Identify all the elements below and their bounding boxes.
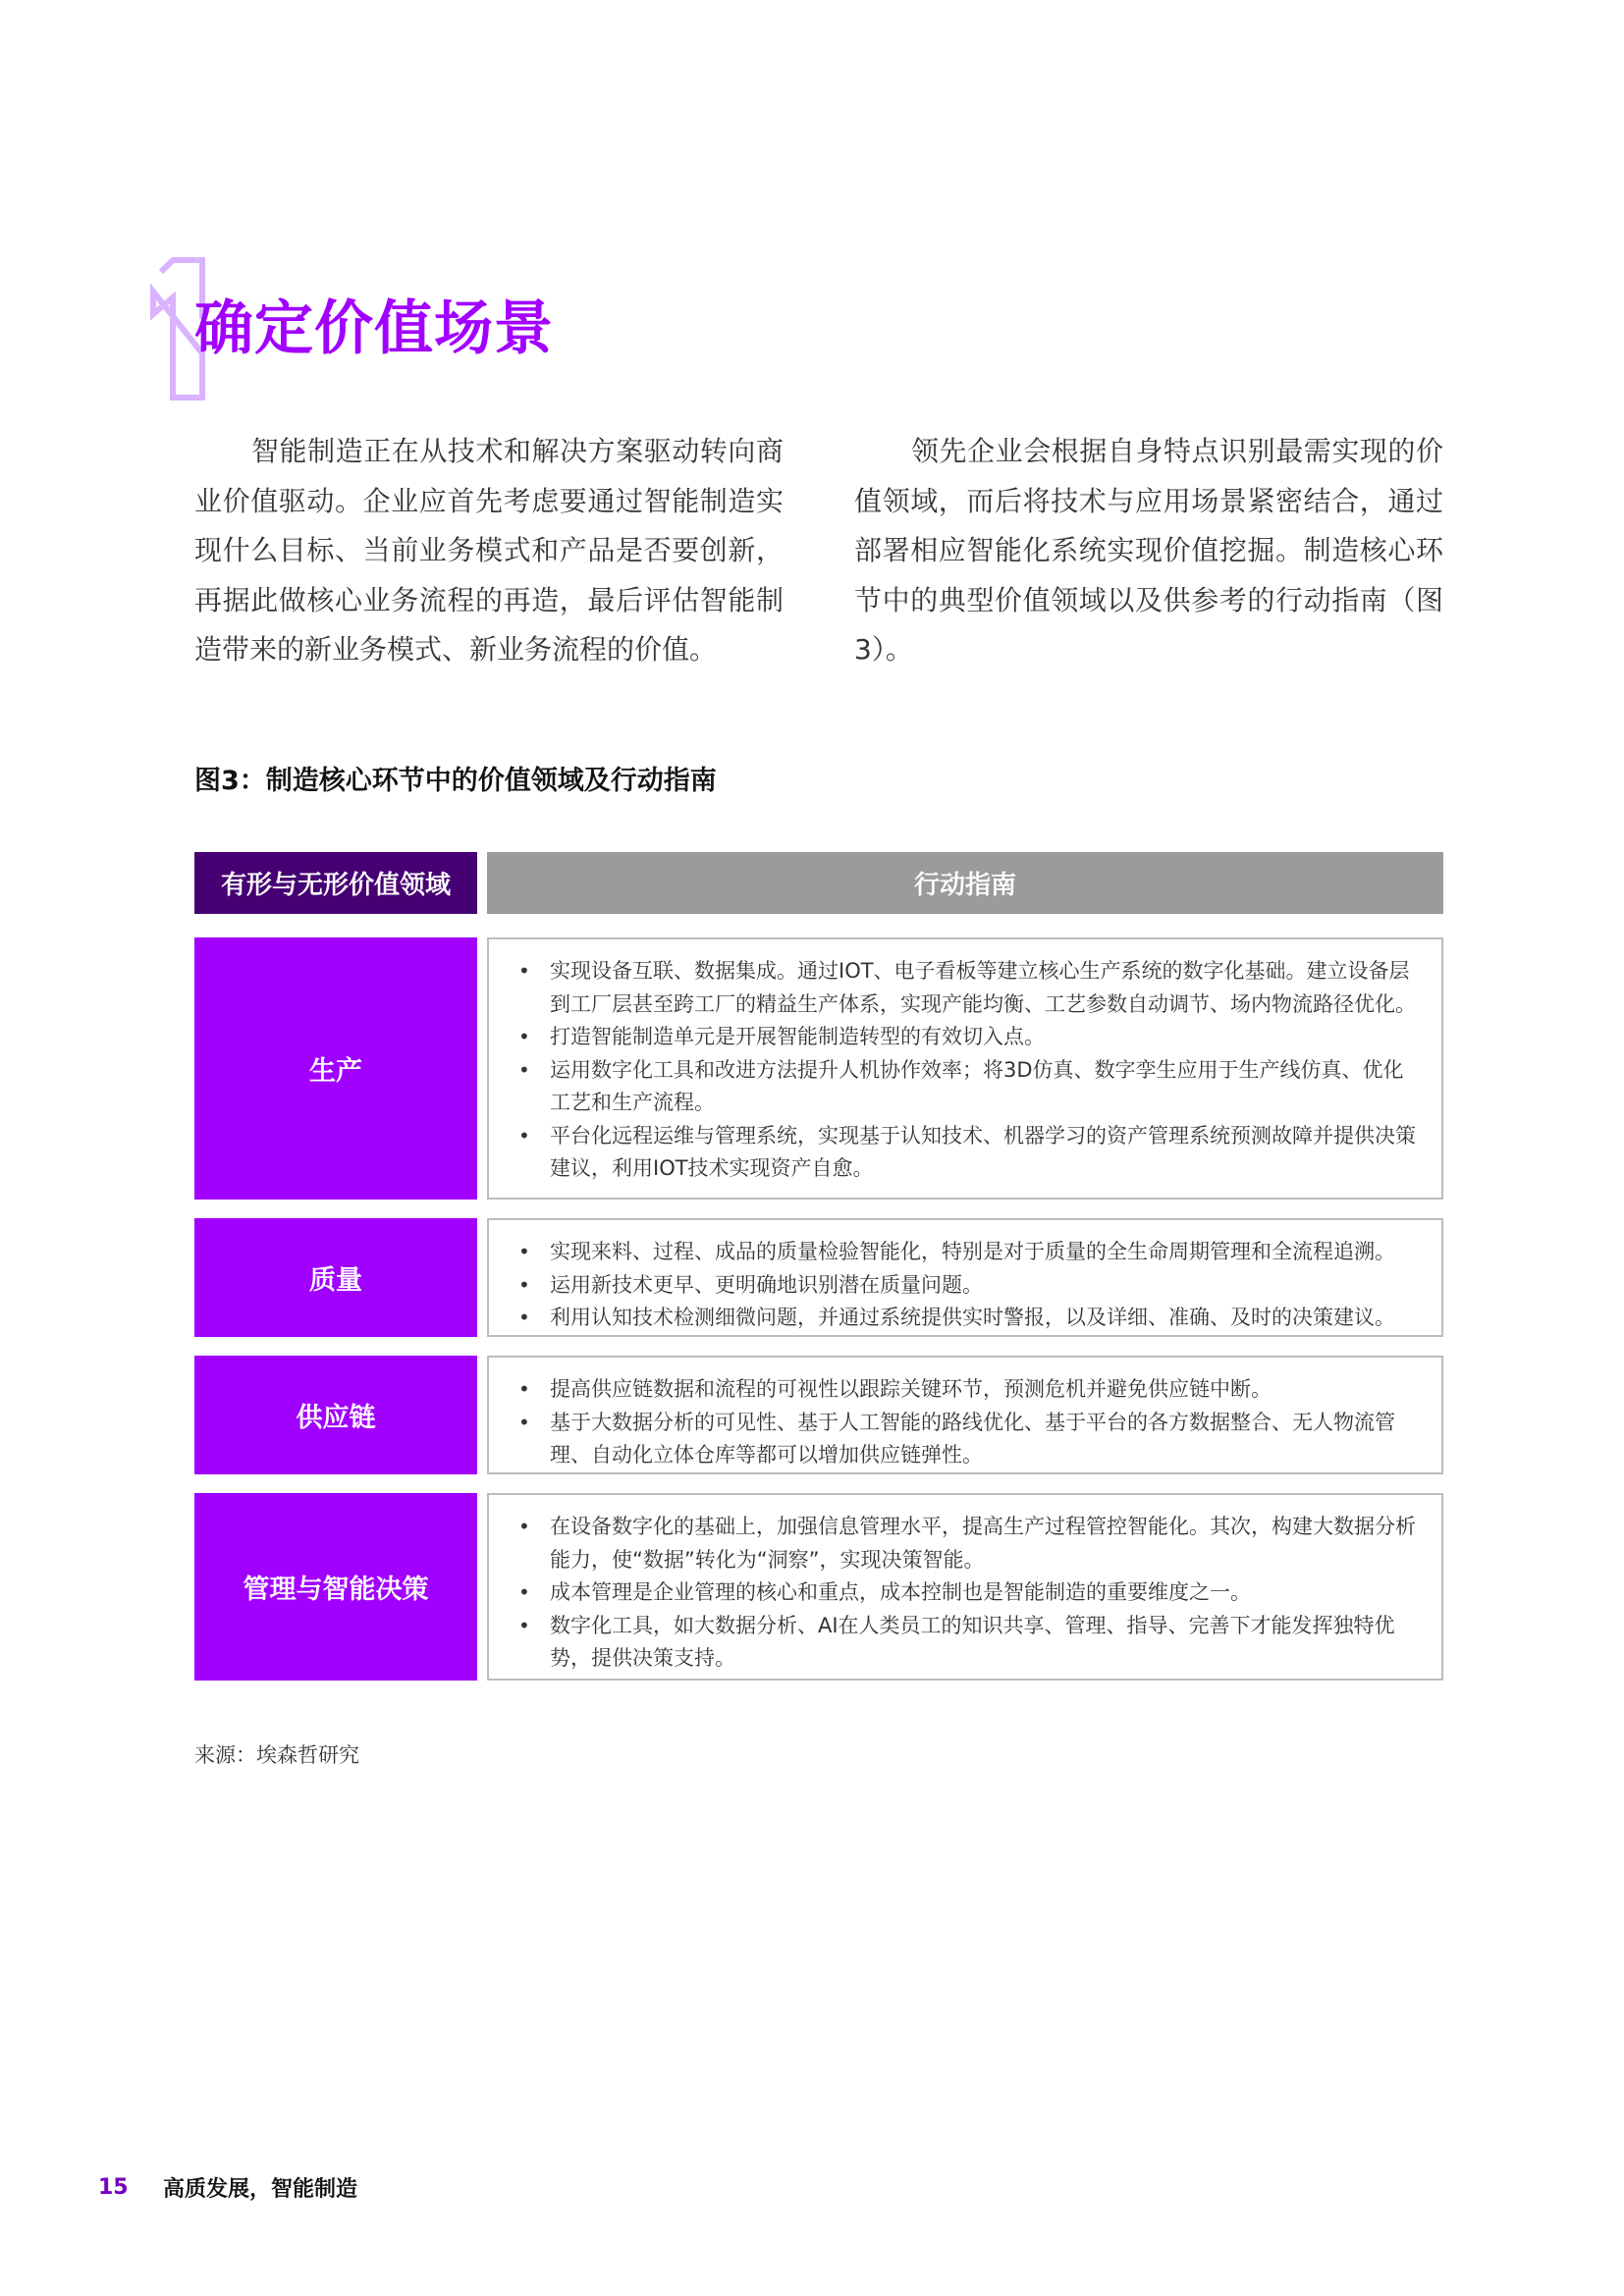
- guide-item: • 利用认知技术检测细微问题，并通过系统提供实时警报，以及详细、准确、及时的决策建议。: [507, 1302, 1424, 1335]
- section-heading: [134, 250, 723, 407]
- guide-item: • 提高供应链数据和流程的可视性以跟踪关键环节，预测危机并避免供应链中断。: [507, 1373, 1424, 1407]
- footer-title: 高质发展，智能制造: [163, 2177, 358, 2202]
- guide-item: • 基于大数据分析的可见性、基于人工智能的路线优化、基于平台的各方数据整合、无人物流管理、自动化立体仓库等都可以增加供应链弹性。: [507, 1407, 1424, 1472]
- guide-quality: [487, 1218, 1443, 1337]
- table-row-quality: [194, 1218, 1443, 1337]
- category-quality: 质量: [194, 1218, 477, 1337]
- guide-item: • 打造智能制造单元是开展智能制造转型的有效切入点。: [507, 1021, 1424, 1054]
- guide-item: • 数字化工具，如大数据分析、AI在人类员工的知识共享、管理、指导、完善下才能发挥独特优势，提供决策支持。: [507, 1610, 1424, 1676]
- intro-text-left: 智能制造正在从技术和解决方案驱动转向商业价值驱动。企业应首先考虑要通过智能制造实现什么目标、当前业务模式和产品是否要创新，再据此做核心业务流程的再造，最后评估智能制造带来的新业务模式、新业务流程的价值。: [194, 435, 784, 666]
- intro-text-right: 领先企业会根据自身特点识别最需实现的价值领域，而后将技术与应用场景紧密结合，通过部署相应智能化系统实现价值挖掘。制造核心环节中的典型价值领域以及供参考的行动指南（图3）。: [854, 435, 1443, 666]
- intro-paragraph-left: [194, 427, 784, 675]
- header-value-area: 有形与无形价值领域: [194, 852, 477, 914]
- section-title: 确定价值场景: [194, 294, 554, 363]
- guide-item: • 成本管理是企业管理的核心和重点，成本控制也是智能制造的重要维度之一。: [507, 1576, 1424, 1610]
- guide-production: [487, 937, 1443, 1200]
- category-production: 生产: [194, 937, 477, 1200]
- guide-management: [487, 1493, 1443, 1681]
- guide-item: • 实现来料、过程、成品的质量检验智能化，特别是对于质量的全生命周期管理和全流程追溯。: [507, 1236, 1424, 1269]
- page-number: 15: [98, 2175, 129, 2200]
- category-supply-chain: 供应链: [194, 1356, 477, 1474]
- page-footer: [98, 2172, 357, 2203]
- guide-item: • 实现设备互联、数据集成。通过IOT、电子看板等建立核心生产系统的数字化基础。建立设备层到工厂层甚至跨工厂的精益生产体系，实现产能均衡、工艺参数自动调节、场内物流路径优化。: [507, 955, 1424, 1021]
- category-management: 管理与智能决策: [194, 1493, 477, 1681]
- guide-item: • 在设备数字化的基础上，加强信息管理水平，提高生产过程管控智能化。其次，构建大数据分析能力，使“数据”转化为“洞察”，实现决策智能。: [507, 1511, 1424, 1576]
- table-row-production: [194, 937, 1443, 1200]
- guide-item: • 运用数字化工具和改进方法提升人机协作效率；将3D仿真、数字孪生应用于生产线仿真、优化工艺和生产流程。: [507, 1054, 1424, 1120]
- header-action-guide: 行动指南: [487, 852, 1443, 914]
- figure-source: 来源：埃森哲研究: [194, 1743, 359, 1767]
- table-row-management: [194, 1493, 1443, 1681]
- value-area-table: [194, 852, 1443, 1699]
- guide-item: • 平台化远程运维与管理系统，实现基于认知技术、机器学习的资产管理系统预测故障并提供决策建议，利用IOT技术实现资产自愈。: [507, 1120, 1424, 1186]
- table-row-supply-chain: [194, 1356, 1443, 1474]
- table-header: [194, 852, 1443, 914]
- guide-item: • 运用新技术更早、更明确地识别潜在质量问题。: [507, 1269, 1424, 1303]
- guide-supply-chain: [487, 1356, 1443, 1474]
- figure-title: 图3：制造核心环节中的价值领域及行动指南: [194, 766, 717, 796]
- intro-paragraph-right: [854, 427, 1443, 675]
